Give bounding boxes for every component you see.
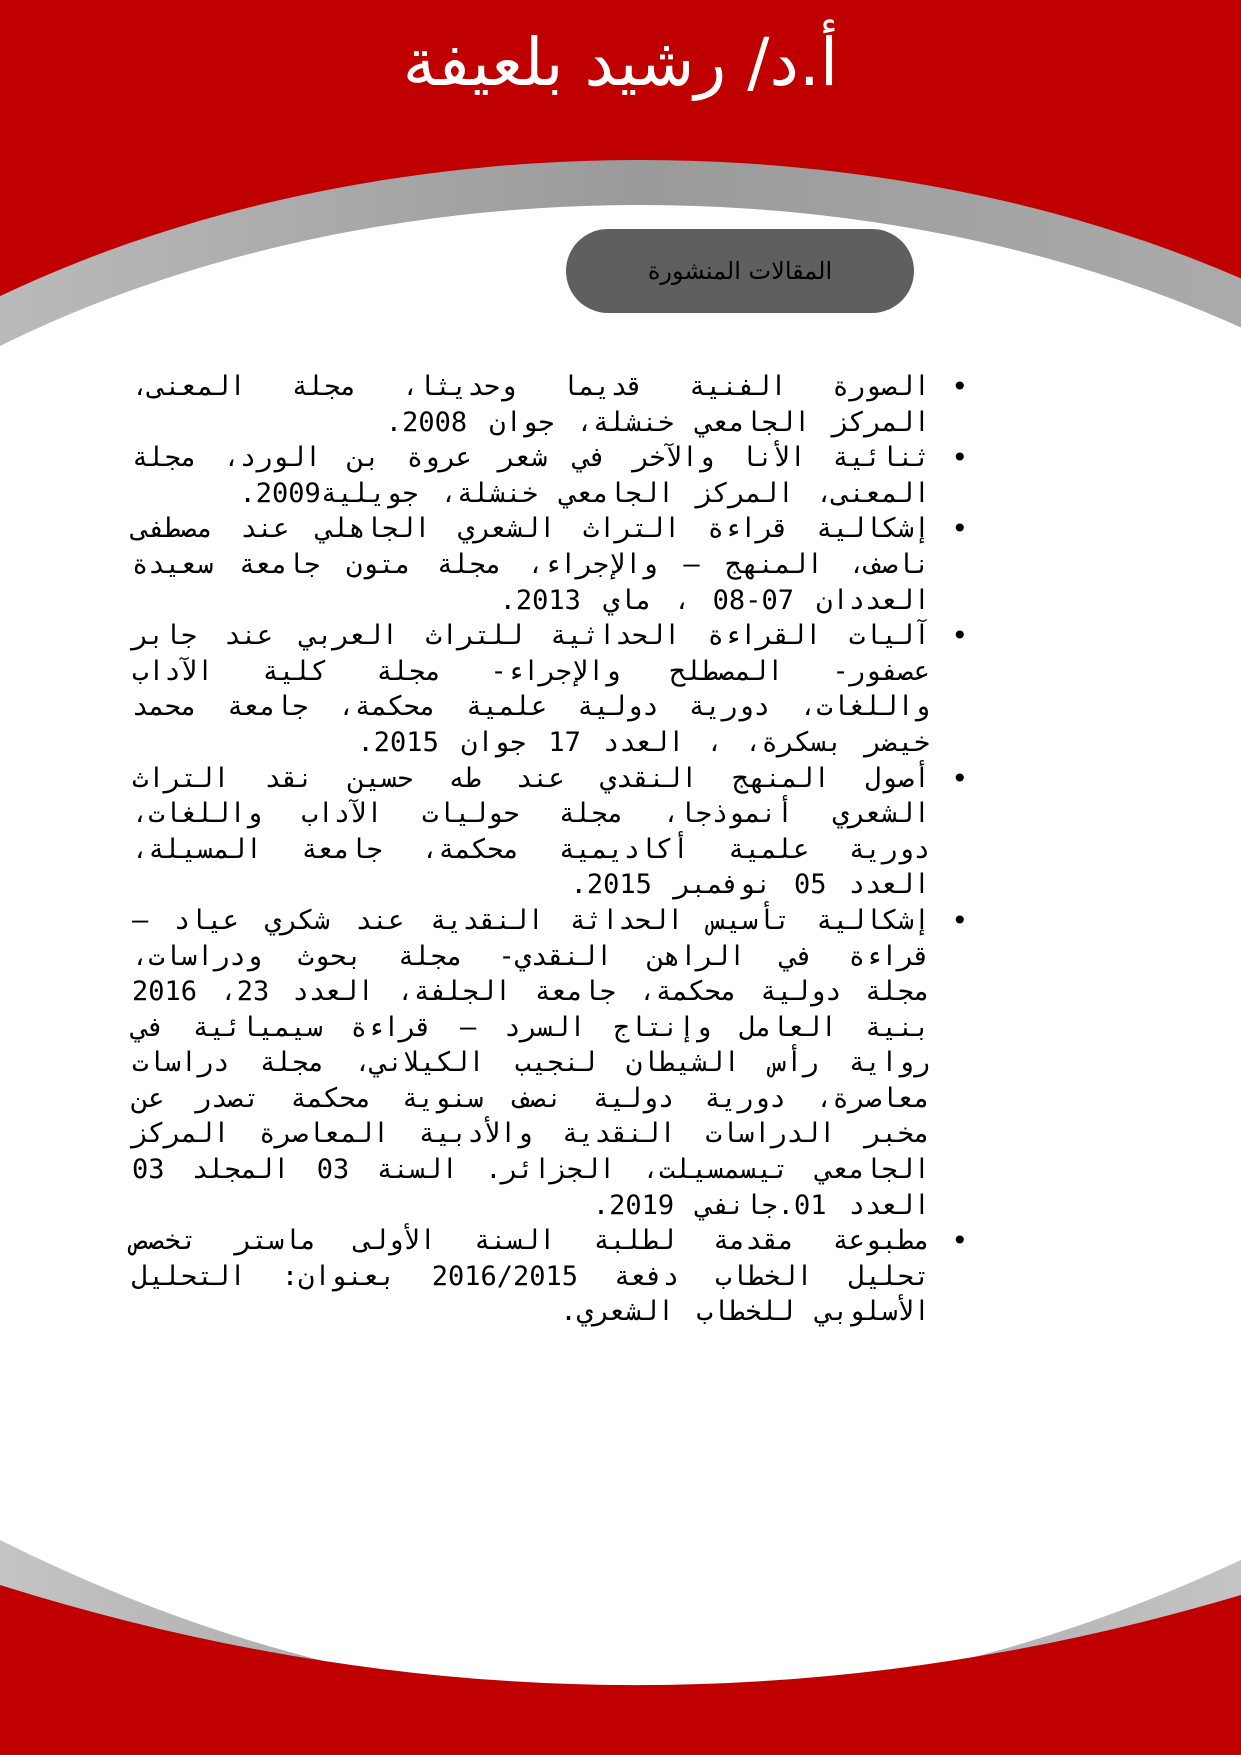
page-title: أ.د/ رشيد بلعيفة	[402, 24, 839, 101]
bottom-red-band	[0, 1585, 1241, 1755]
article-item: • مطبوعة مقدمة لطلبة السنة الأولى ماستر تخصص تحليل الخطاب دفعة 2016/2015 بعنوان: التحليل الأسلوبي للخطاب الشعري.	[132, 1223, 942, 1330]
article-item: • أصول المنهج النقدي عند طه حسين نقد التراث الشعري أنموذجا، مجلة حوليات الآداب واللغات، دورية علمية أكاديمية محكمة، جامعة المسيلة، العدد 05 نوفمبر 2015.	[132, 761, 942, 903]
section-header-label: المقالات المنشورة	[647, 257, 833, 285]
section-header	[566, 229, 914, 313]
article-item: • آليات القراءة الحداثية للتراث العربي عند جابر عصفور- المصطلح والإجراء- مجلة كلية الآداب واللغات، دورية دولية علمية محكمة، جامعة محمد خيضر بسكرة، ، العدد 17 جوان 2015.	[132, 618, 942, 760]
article-item: • الصورة الفنية قديما وحديثا، مجلة المعنى، المركز الجامعي خنشلة، جوان 2008.	[132, 369, 942, 440]
articles-list	[132, 369, 942, 1330]
article-item: • إشكالية تأسيس الحداثة النقدية عند شكري عياد – قراءة في الراهن النقدي- مجلة بحوث ودراسات، مجلة دولية محكمة، جامعة الجلفة، العدد 23، 2016 بنية العامل وإنتاج السرد – قراءة سيميائية في رواية رأس الشيطان لنجيب الكيلاني، مجلة دراسات معاصرة، دورية دولية نصف سنوية محكمة تصدر عن مخبر الدراسات النقدية والأدبية المعاصرة المركز الجامعي تيسمسيلت، الجزائر. السنة 03 المجلد 03 العدد 01.جانفي 2019.	[132, 903, 942, 1223]
article-item: • إشكالية قراءة التراث الشعري الجاهلي عند مصطفى ناصف، المنهج – والإجراء، مجلة متون جامعة سعيدة العددان 07-08 ، ماي 2013.	[132, 511, 942, 618]
article-item: • ثنائية الأنا والآخر في شعر عروة بن الورد، مجلة المعنى، المركز الجامعي خنشلة، جويلية2009.	[132, 440, 942, 511]
